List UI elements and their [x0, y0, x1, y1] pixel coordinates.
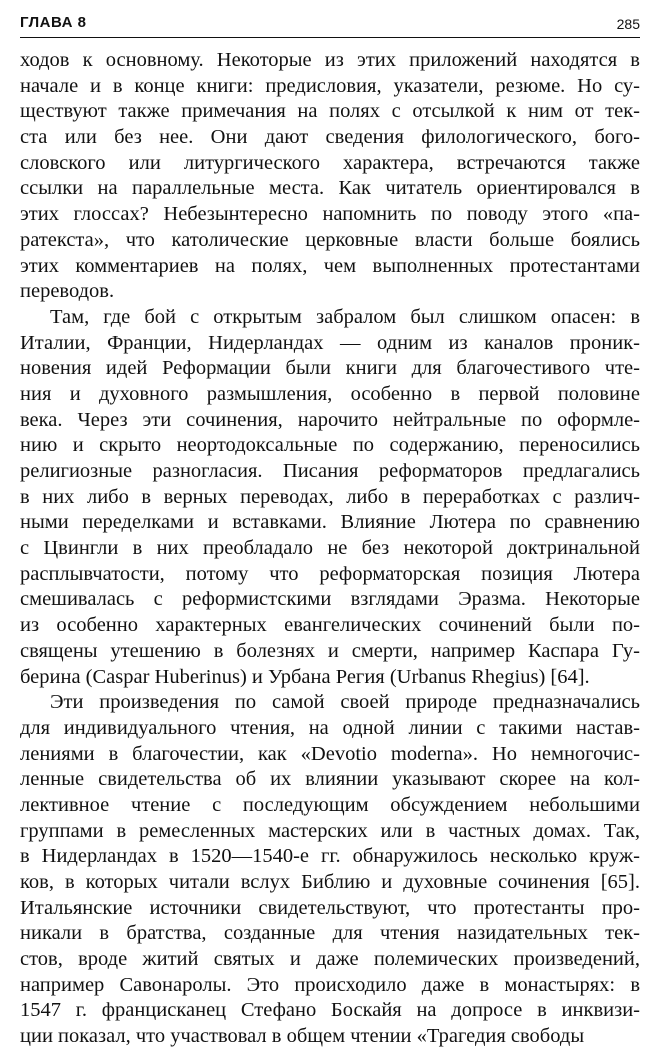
- text-line: в Нидерландах в 1520—1540-е гг. обнаружилось несколько круж-: [20, 845, 640, 868]
- text-line: священы утешению в болезнях и смерти, например Каспара Гу-: [20, 639, 640, 662]
- text-line: ста или без нее. Они дают сведения филологического, бого-: [20, 126, 640, 149]
- text-line: 1547 г. францисканец Стефано Боскайя на допросе в инквизи-: [20, 999, 640, 1022]
- text-line: группами в ремесленных мастерских или в частных домах. Так,: [20, 819, 640, 842]
- text-line: никали в братства, созданные для чтения назидательных тек-: [20, 922, 640, 945]
- page-number: 285: [616, 16, 640, 32]
- text-line: лениями в благочестии, как «Devotio moderna». Но немногочис-: [20, 742, 640, 765]
- text-line: расплывчатости, потому что реформаторская позиция Лютера: [20, 562, 640, 585]
- text-line: стов, вроде житий святых и даже полемических произведений,: [20, 948, 640, 971]
- text-line: ными переделками и вставками. Влияние Лютера по сравнению: [20, 511, 640, 534]
- paragraph: [20, 690, 640, 1050]
- text-line: ния и духовного размышления, особенно в первой половине: [20, 382, 640, 405]
- text-line: ратекста», что католические церковные власти больше боялись: [20, 228, 640, 251]
- text-line: переводов.: [20, 280, 115, 303]
- text-line: ции показал, что участвовал в общем чтении «Трагедия свободы: [20, 1025, 585, 1048]
- text-line: например Савонаролы. Это происходило даже в монастырях: в: [20, 973, 640, 996]
- paragraph: [20, 48, 640, 305]
- text-line: Италии, Франции, Нидерландах — одним из каналов проник-: [20, 331, 640, 354]
- text-line: ссылки на параллельные места. Как читатель ориентировался в: [20, 177, 640, 200]
- text-line: с Цвингли в них преобладало не без некоторой доктринальной: [20, 537, 640, 560]
- text-line: нию и скрыто неортодоксальные по содержанию, переносились: [20, 434, 640, 457]
- text-line: века. Через эти сочинения, нарочито нейтральные по оформле-: [20, 408, 640, 431]
- paragraph: [20, 305, 640, 690]
- text-line: смешивалась с реформистскими взглядами Эразма. Некоторые: [20, 588, 640, 611]
- text-line: ленные свидетельства об их влиянии указывают скорее на кол-: [20, 768, 640, 791]
- text-line: из особенно характерных евангелических сочинений были по-: [20, 614, 640, 637]
- text-line: в них либо в верных переводах, либо в переработках с различ-: [20, 485, 640, 508]
- chapter-title: ГЛАВА 8: [20, 14, 87, 31]
- text-line: этих комментариев на полях, чем выполненных протестантами: [20, 254, 640, 277]
- text-line: ков, в которых читали вслух Библию и духовные сочинения [65].: [20, 871, 640, 893]
- text-line: начале и в конце книги: предисловия, указатели, резюме. Но су-: [20, 74, 640, 97]
- text-line: этих глоссах? Небезынтересно напомнить по поводу этого «па-: [20, 203, 640, 226]
- text-line: новения идей Реформации были книги для благочестивого чте-: [20, 357, 640, 380]
- text-line: Там, где бой с открытым забралом был слишком опасен: в: [50, 305, 640, 328]
- text-line: для индивидуального чтения, на одной линии с такими настав-: [20, 716, 640, 739]
- text-line: Эти произведения по самой своей природе предназначались: [50, 691, 640, 714]
- body-text: [20, 48, 640, 1050]
- text-line: ходов к основному. Некоторые из этих приложений находятся в: [20, 49, 640, 71]
- running-head: [20, 12, 640, 34]
- text-line: ществуют также примечания на полях с отсылкой к ним от тек-: [20, 100, 640, 123]
- text-line: берина (Caspar Huberinus) и Урбана Регия (Urbanus Rhegius) [64].: [20, 665, 590, 688]
- text-line: словского или литургического характера, встречаются также: [20, 151, 640, 174]
- text-line: лективное чтение с последующим обсуждением небольшими: [20, 793, 640, 816]
- text-line: религиозные разногласия. Писания реформаторов предлагались: [20, 460, 640, 482]
- header-rule: [20, 37, 640, 38]
- text-line: Итальянские источники свидетельствуют, что протестанты про-: [20, 896, 640, 919]
